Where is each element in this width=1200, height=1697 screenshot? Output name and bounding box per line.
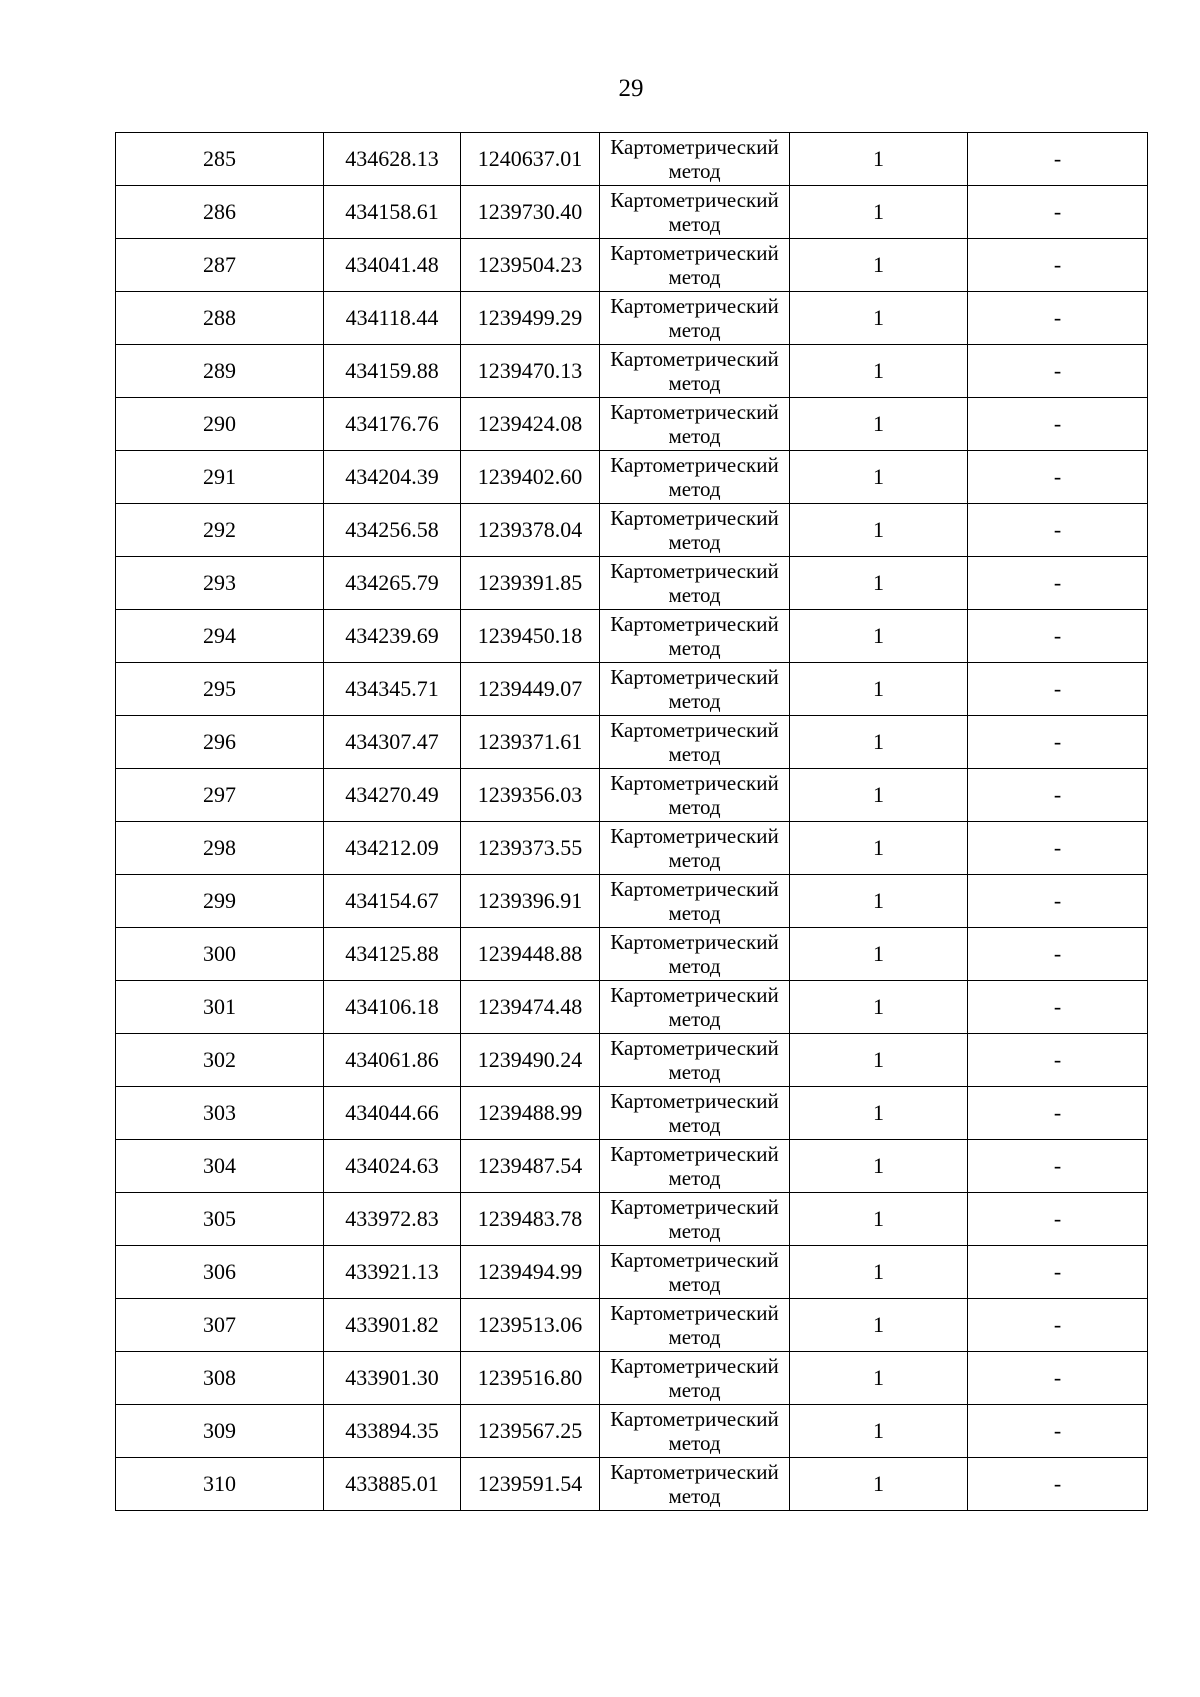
table-row [116,1405,1148,1458]
table-row [116,1193,1148,1246]
y-coordinate-cell: 1239424.08 [461,398,600,451]
point-number-cell: 290 [116,398,324,451]
page-number: 29 [618,75,644,102]
note-cell: - [968,981,1148,1034]
y-coordinate-cell: 1239356.03 [461,769,600,822]
point-number-cell: 285 [116,133,324,186]
accuracy-cell: 1 [790,557,968,610]
table-row [116,557,1148,610]
point-number-cell: 309 [116,1405,324,1458]
note-cell: - [968,451,1148,504]
x-coordinate-cell: 434044.66 [324,1087,461,1140]
y-coordinate-cell: 1239499.29 [461,292,600,345]
y-coordinate-cell: 1239470.13 [461,345,600,398]
table-row [116,822,1148,875]
method-cell: Картометрический метод [600,1458,790,1511]
table-row [116,1140,1148,1193]
method-cell: Картометрический метод [600,610,790,663]
point-number-cell: 308 [116,1352,324,1405]
table-row [116,398,1148,451]
method-cell: Картометрический метод [600,398,790,451]
method-cell: Картометрический метод [600,928,790,981]
x-coordinate-cell: 434041.48 [324,239,461,292]
y-coordinate-cell: 1239483.78 [461,1193,600,1246]
y-coordinate-cell: 1239494.99 [461,1246,600,1299]
point-number-cell: 301 [116,981,324,1034]
method-cell: Картометрический метод [600,716,790,769]
y-coordinate-cell: 1239378.04 [461,504,600,557]
note-cell: - [968,292,1148,345]
point-number-cell: 293 [116,557,324,610]
method-cell: Картометрический метод [600,1405,790,1458]
table-row [116,610,1148,663]
accuracy-cell: 1 [790,1140,968,1193]
accuracy-cell: 1 [790,769,968,822]
point-number-cell: 296 [116,716,324,769]
accuracy-cell: 1 [790,822,968,875]
note-cell: - [968,610,1148,663]
x-coordinate-cell: 434265.79 [324,557,461,610]
table-row [116,928,1148,981]
x-coordinate-cell: 434628.13 [324,133,461,186]
table-row [116,1458,1148,1511]
y-coordinate-cell: 1239591.54 [461,1458,600,1511]
method-cell: Картометрический метод [600,451,790,504]
accuracy-cell: 1 [790,133,968,186]
x-coordinate-cell: 433921.13 [324,1246,461,1299]
x-coordinate-cell: 433885.01 [324,1458,461,1511]
point-number-cell: 300 [116,928,324,981]
note-cell: - [968,1034,1148,1087]
accuracy-cell: 1 [790,663,968,716]
accuracy-cell: 1 [790,1299,968,1352]
table-row [116,186,1148,239]
accuracy-cell: 1 [790,928,968,981]
table-row [116,451,1148,504]
table-row [116,1299,1148,1352]
table-row [116,875,1148,928]
point-number-cell: 306 [116,1246,324,1299]
accuracy-cell: 1 [790,504,968,557]
method-cell: Картометрический метод [600,186,790,239]
point-number-cell: 292 [116,504,324,557]
accuracy-cell: 1 [790,610,968,663]
table-row [116,981,1148,1034]
note-cell: - [968,345,1148,398]
accuracy-cell: 1 [790,716,968,769]
method-cell: Картометрический метод [600,981,790,1034]
x-coordinate-cell: 433901.82 [324,1299,461,1352]
table-row [116,504,1148,557]
y-coordinate-cell: 1239487.54 [461,1140,600,1193]
method-cell: Картометрический метод [600,822,790,875]
table-row [116,292,1148,345]
method-cell: Картометрический метод [600,504,790,557]
x-coordinate-cell: 434158.61 [324,186,461,239]
table-row [116,1034,1148,1087]
y-coordinate-cell: 1239513.06 [461,1299,600,1352]
method-cell: Картометрический метод [600,769,790,822]
y-coordinate-cell: 1239567.25 [461,1405,600,1458]
method-cell: Картометрический метод [600,663,790,716]
x-coordinate-cell: 433894.35 [324,1405,461,1458]
note-cell: - [968,239,1148,292]
y-coordinate-cell: 1240637.01 [461,133,600,186]
method-cell: Картометрический метод [600,1352,790,1405]
y-coordinate-cell: 1239450.18 [461,610,600,663]
x-coordinate-cell: 434256.58 [324,504,461,557]
point-number-cell: 307 [116,1299,324,1352]
y-coordinate-cell: 1239730.40 [461,186,600,239]
x-coordinate-cell: 434118.44 [324,292,461,345]
x-coordinate-cell: 434154.67 [324,875,461,928]
y-coordinate-cell: 1239391.85 [461,557,600,610]
accuracy-cell: 1 [790,345,968,398]
point-number-cell: 302 [116,1034,324,1087]
coordinates-table-body [116,133,1148,1511]
accuracy-cell: 1 [790,292,968,345]
note-cell: - [968,822,1148,875]
x-coordinate-cell: 434212.09 [324,822,461,875]
y-coordinate-cell: 1239516.80 [461,1352,600,1405]
x-coordinate-cell: 434239.69 [324,610,461,663]
accuracy-cell: 1 [790,981,968,1034]
x-coordinate-cell: 434307.47 [324,716,461,769]
note-cell: - [968,1246,1148,1299]
y-coordinate-cell: 1239371.61 [461,716,600,769]
accuracy-cell: 1 [790,1246,968,1299]
note-cell: - [968,769,1148,822]
point-number-cell: 288 [116,292,324,345]
method-cell: Картометрический метод [600,1087,790,1140]
accuracy-cell: 1 [790,186,968,239]
method-cell: Картометрический метод [600,875,790,928]
x-coordinate-cell: 434345.71 [324,663,461,716]
coordinates-table [115,132,1148,1511]
y-coordinate-cell: 1239490.24 [461,1034,600,1087]
note-cell: - [968,928,1148,981]
y-coordinate-cell: 1239504.23 [461,239,600,292]
x-coordinate-cell: 434024.63 [324,1140,461,1193]
point-number-cell: 299 [116,875,324,928]
note-cell: - [968,504,1148,557]
table-row [116,716,1148,769]
accuracy-cell: 1 [790,398,968,451]
table-row [116,769,1148,822]
method-cell: Картометрический метод [600,557,790,610]
table-row [116,1352,1148,1405]
point-number-cell: 287 [116,239,324,292]
note-cell: - [968,1405,1148,1458]
method-cell: Картометрический метод [600,1299,790,1352]
method-cell: Картометрический метод [600,345,790,398]
y-coordinate-cell: 1239373.55 [461,822,600,875]
method-cell: Картометрический метод [600,239,790,292]
point-number-cell: 297 [116,769,324,822]
x-coordinate-cell: 434204.39 [324,451,461,504]
note-cell: - [968,1352,1148,1405]
y-coordinate-cell: 1239488.99 [461,1087,600,1140]
y-coordinate-cell: 1239402.60 [461,451,600,504]
x-coordinate-cell: 434061.86 [324,1034,461,1087]
note-cell: - [968,1140,1148,1193]
accuracy-cell: 1 [790,451,968,504]
note-cell: - [968,133,1148,186]
method-cell: Картометрический метод [600,1140,790,1193]
point-number-cell: 298 [116,822,324,875]
table-row [116,133,1148,186]
point-number-cell: 291 [116,451,324,504]
note-cell: - [968,875,1148,928]
note-cell: - [968,1458,1148,1511]
point-number-cell: 289 [116,345,324,398]
method-cell: Картометрический метод [600,1193,790,1246]
method-cell: Картометрический метод [600,1034,790,1087]
table-row [116,345,1148,398]
method-cell: Картометрический метод [600,292,790,345]
note-cell: - [968,1087,1148,1140]
accuracy-cell: 1 [790,1193,968,1246]
x-coordinate-cell: 433972.83 [324,1193,461,1246]
point-number-cell: 286 [116,186,324,239]
y-coordinate-cell: 1239474.48 [461,981,600,1034]
accuracy-cell: 1 [790,875,968,928]
point-number-cell: 303 [116,1087,324,1140]
point-number-cell: 294 [116,610,324,663]
point-number-cell: 305 [116,1193,324,1246]
accuracy-cell: 1 [790,1034,968,1087]
note-cell: - [968,1193,1148,1246]
method-cell: Картометрический метод [600,1246,790,1299]
accuracy-cell: 1 [790,1352,968,1405]
accuracy-cell: 1 [790,1458,968,1511]
x-coordinate-cell: 434125.88 [324,928,461,981]
y-coordinate-cell: 1239449.07 [461,663,600,716]
table-row [116,1246,1148,1299]
y-coordinate-cell: 1239448.88 [461,928,600,981]
note-cell: - [968,557,1148,610]
point-number-cell: 304 [116,1140,324,1193]
accuracy-cell: 1 [790,239,968,292]
note-cell: - [968,186,1148,239]
x-coordinate-cell: 434106.18 [324,981,461,1034]
accuracy-cell: 1 [790,1087,968,1140]
note-cell: - [968,1299,1148,1352]
x-coordinate-cell: 434176.76 [324,398,461,451]
y-coordinate-cell: 1239396.91 [461,875,600,928]
note-cell: - [968,716,1148,769]
table-row [116,663,1148,716]
x-coordinate-cell: 434159.88 [324,345,461,398]
note-cell: - [968,398,1148,451]
point-number-cell: 295 [116,663,324,716]
table-row [116,1087,1148,1140]
method-cell: Картометрический метод [600,133,790,186]
point-number-cell: 310 [116,1458,324,1511]
x-coordinate-cell: 433901.30 [324,1352,461,1405]
accuracy-cell: 1 [790,1405,968,1458]
note-cell: - [968,663,1148,716]
table-row [116,239,1148,292]
x-coordinate-cell: 434270.49 [324,769,461,822]
